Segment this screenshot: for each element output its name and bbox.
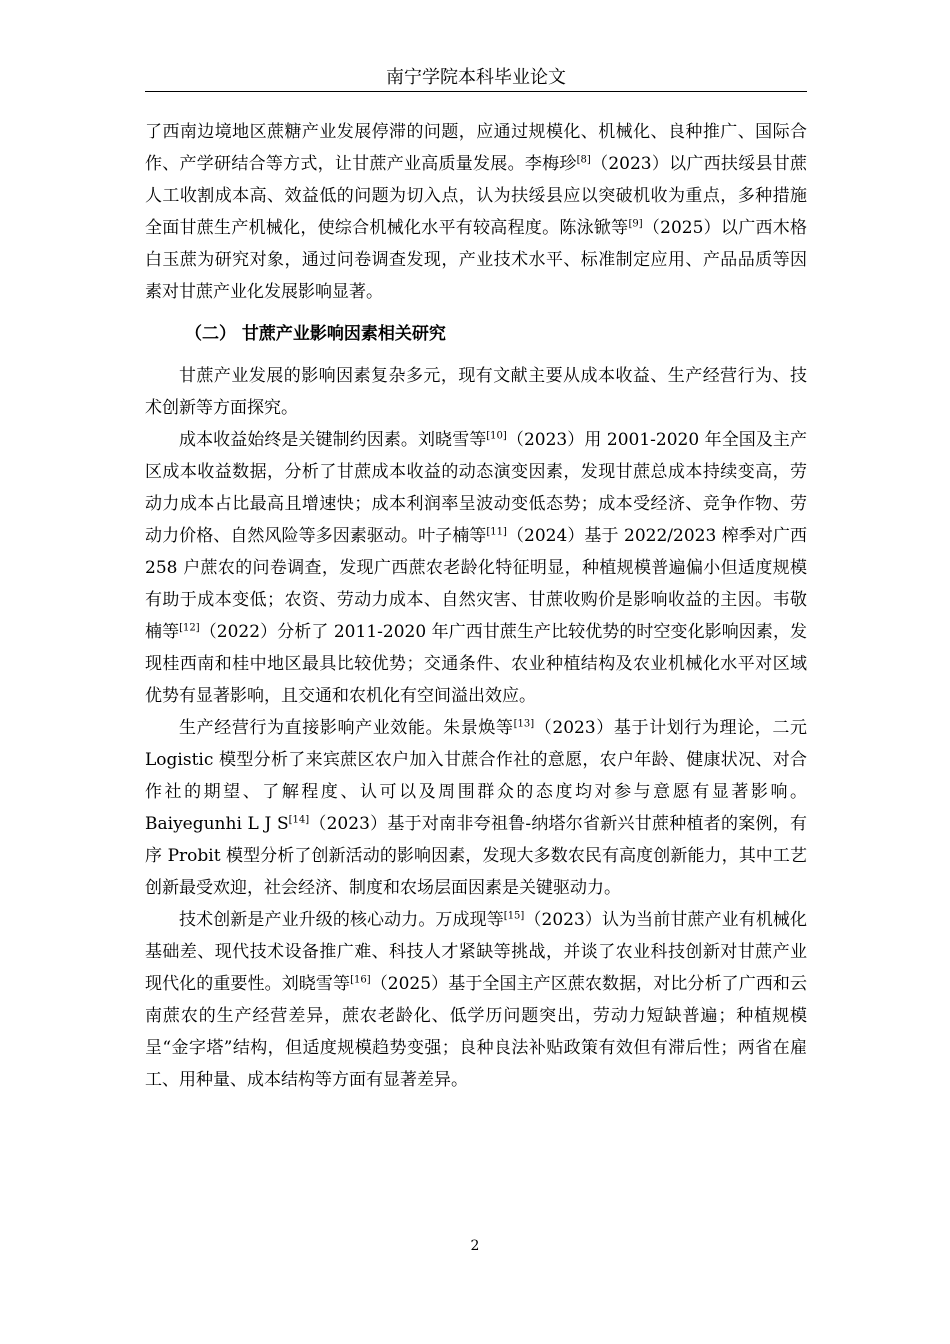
citation-10: [10]	[486, 430, 507, 442]
text-run: 甘蔗产业发展的影响因素复杂多元，现有文献主要从成本收益、生产经营行为、技术创新等方面探究。	[145, 366, 807, 418]
body-content	[145, 116, 807, 1096]
citation-8: [8]	[576, 154, 591, 166]
section-heading: （二） 甘蔗产业影响因素相关研究	[185, 324, 446, 344]
text-run: （2023）基于对南非夸祖鲁-纳塔尔省新兴甘蔗种植者的案例，有序 Probit 模型分析了创新活动的影响因素，发现大多数农民有高度创新能力，其中工艺创新最受欢迎，社会经济、制度和农场层面因素是关键驱动力。	[145, 814, 807, 898]
text-run: （2024）基于 2022/2023 榨季对广西 258 户蔗农的问卷调查，发现广西蔗农老龄化特征明显，种植规模普遍偏小但适度规模有助于成本变低；农资、劳动力成本、自然灾害、甘蔗收购价是影响收益的主因。韦敬楠等	[145, 526, 808, 642]
paragraph-innovation	[145, 904, 807, 1096]
citation-16: [16]	[350, 974, 371, 986]
citation-9: [9]	[628, 218, 643, 230]
text-run: 了西南边境地区蔗糖产业发展停滞的问题，应通过规模化、机械化、良种推广、国际合作、产学研结合等方式，让甘蔗产业高质量发展。李梅珍	[145, 122, 807, 174]
text-run: （2023）基于计划行为理论，二元 Logistic 模型分析了来宾蔗区农户加入甘蔗合作社的意愿，农户年龄、健康状况、对合作社的期望、了解程度、认可以及周围群众的态度均对参与意愿有显著影响。Baiyegunhi L J S	[145, 718, 808, 834]
paragraph-operations	[145, 712, 807, 904]
header-rule	[145, 91, 807, 92]
text-run: （2025）以广西木格白玉蔗为研究对象，通过问卷调查发现，产业技术水平、标准制定应用、产品品质等因素对甘蔗产业化发展影响显著。	[145, 218, 807, 302]
text-run: 技术创新是产业升级的核心动力。万成现等	[179, 910, 504, 930]
page-header-title: 南宁学院本科毕业论文	[386, 67, 566, 88]
text-run: （2022）分析了 2011-2020 年广西甘蔗生产比较优势的时空变化影响因素，发现桂西南和桂中地区最具比较优势；交通条件、农业种植结构及农业机械化水平对区域优势有显著影响，且交通和农机化有空间溢出效应。	[145, 622, 808, 706]
text-run: （2023）以广西扶绥县甘蔗人工收割成本高、效益低的问题为切入点，认为扶绥县应以突破机收为重点，多种措施全面甘蔗生产机械化，使综合机械化水平有较高程度。陈泳锨等	[145, 154, 807, 238]
text-run: 成本收益始终是关键制约因素。刘晓雪等	[179, 430, 487, 450]
citation-13: [13]	[513, 718, 535, 730]
paragraph-cost-benefit	[145, 424, 807, 712]
text-run: （2023）认为当前甘蔗产业有机械化基础差、现代技术设备推广难、科技人才紧缺等挑战，并谈了农业科技创新对甘蔗产业现代化的重要性。刘晓雪等	[145, 910, 808, 994]
text-run: 生产经营行为直接影响产业效能。朱景焕等	[179, 718, 514, 738]
page-number: 2	[470, 1238, 480, 1254]
text-run: （2025）基于全国主产区蔗农数据，对比分析了广西和云南蔗农的生产经营差异，蔗农老龄化、低学历问题突出，劳动力短缺普遍；种植规模呈“金字塔”结构，但适度规模趋势变强；良种良法补贴政策有效但有滞后性；两省在雇工、用种量、成本结构等方面有显著差异。	[145, 974, 808, 1090]
citation-15: [15]	[503, 910, 525, 922]
citation-11: [11]	[486, 526, 507, 538]
citation-14: [14]	[288, 814, 310, 826]
text-run: （2023）用 2001-2020 年全国及主产区成本收益数据，分析了甘蔗成本收益的动态演变因素，发现甘蔗总成本持续变高，劳动力成本占比最高且增速快；成本利润率呈波动变低态势；成本受经济、竞争作物、劳动力价格、自然风险等多因素驱动。叶子楠等	[145, 430, 808, 546]
paragraph-intro	[145, 360, 807, 424]
citation-12: [12]	[179, 622, 200, 634]
paragraph-continuation	[145, 116, 807, 308]
